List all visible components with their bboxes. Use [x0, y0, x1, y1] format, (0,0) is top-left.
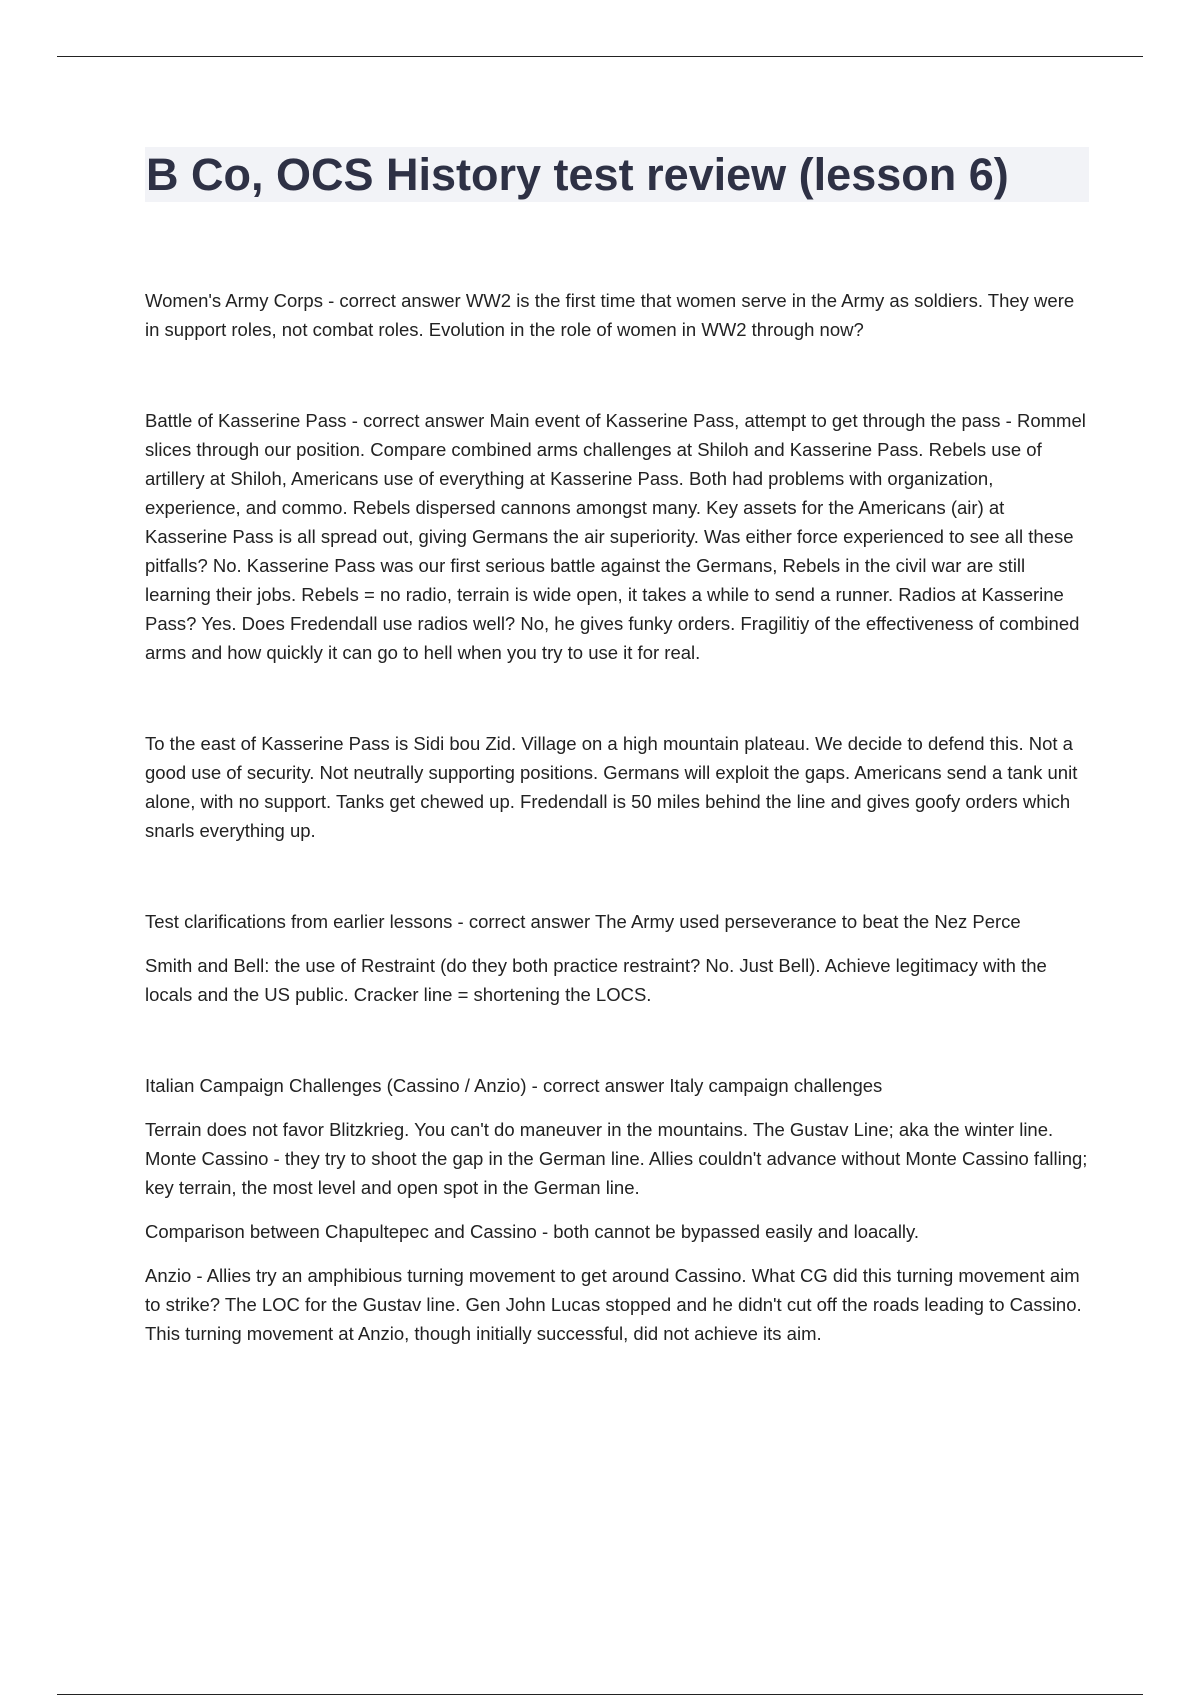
- paragraph-womens-army-corps: Women's Army Corps - correct answer WW2 is the first time that women serve in the Army as soldiers. They were in support roles, not combat roles. Evolution in the role of women in WW2 through now?: [145, 290, 1075, 340]
- paragraph-chapultepec-cassino: Comparison between Chapultepec and Cassino - both cannot be bypassed easily and loacally.: [145, 1221, 920, 1242]
- paragraph-sidi-bou-zid: To the east of Kasserine Pass is Sidi bou Zid. Village on a high mountain plateau. We decide to defend this. Not a good use of security. Not neutrally supporting positions. Germans will exploit the gaps. Americans send a tank unit alone, with no support. Tanks get chewed up. Fredendall is 50 miles behind the line and gives goofy orders which snarls everything up.: [145, 733, 1078, 841]
- title-banner: [145, 147, 1089, 202]
- top-divider: [57, 56, 1143, 57]
- paragraph-italian-campaign: Italian Campaign Challenges (Cassino / Anzio) - correct answer Italy campaign challenges: [145, 1075, 883, 1096]
- document-title: B Co, OCS History test review (lesson 6): [146, 149, 1009, 200]
- document-body: [145, 286, 1090, 1348]
- paragraph-anzio: Anzio - Allies try an amphibious turning movement to get around Cassino. What CG did this turning movement aim to strike? The LOC for the Gustav line. Gen John Lucas stopped and he didn't cut off the roads leading to Cassino. This turning movement at Anzio, though initially successful, did not achieve its aim.: [145, 1265, 1082, 1344]
- paragraph-smith-and-bell: Smith and Bell: the use of Restraint (do they both practice restraint? No. Just Bell). Achieve legitimacy with the locals and the US public. Cracker line = shortening the LOCS.: [145, 955, 1047, 1005]
- paragraph-terrain-blitzkrieg: Terrain does not favor Blitzkrieg. You can't do maneuver in the mountains. The Gustav Line; aka the winter line. Monte Cassino - they try to shoot the gap in the German line. Allies couldn't advance without Monte Cassino falling; key terrain, the most level and open spot in the German line.: [145, 1119, 1088, 1198]
- bottom-divider: [57, 1694, 1143, 1695]
- paragraph-kasserine-pass: Battle of Kasserine Pass - correct answer Main event of Kasserine Pass, attempt to get through the pass - Rommel slices through our position. Compare combined arms challenges at Shiloh and Kasserine Pass. Rebels use of artillery at Shiloh, Americans use of everything at Kasserine Pass. Both had problems with organization, experience, and commo. Rebels dispersed cannons amongst many. Key assets for the Americans (air) at Kasserine Pass is all spread out, giving Germans the air superiority. Was either force experienced to see all these pitfalls? No. Kasserine Pass was our first serious battle against the Germans, Rebels in the civil war are still learning their jobs. Rebels = no radio, terrain is wide open, it takes a while to send a runner. Radios at Kasserine Pass? Yes. Does Fredendall use radios well? No, he gives funky orders. Fragilitiy of the effectiveness of combined arms and how quickly it can go to hell when you try to use it for real.: [145, 410, 1086, 663]
- paragraph-test-clarifications: Test clarifications from earlier lessons - correct answer The Army used perseverance to beat the Nez Perce: [145, 911, 1021, 932]
